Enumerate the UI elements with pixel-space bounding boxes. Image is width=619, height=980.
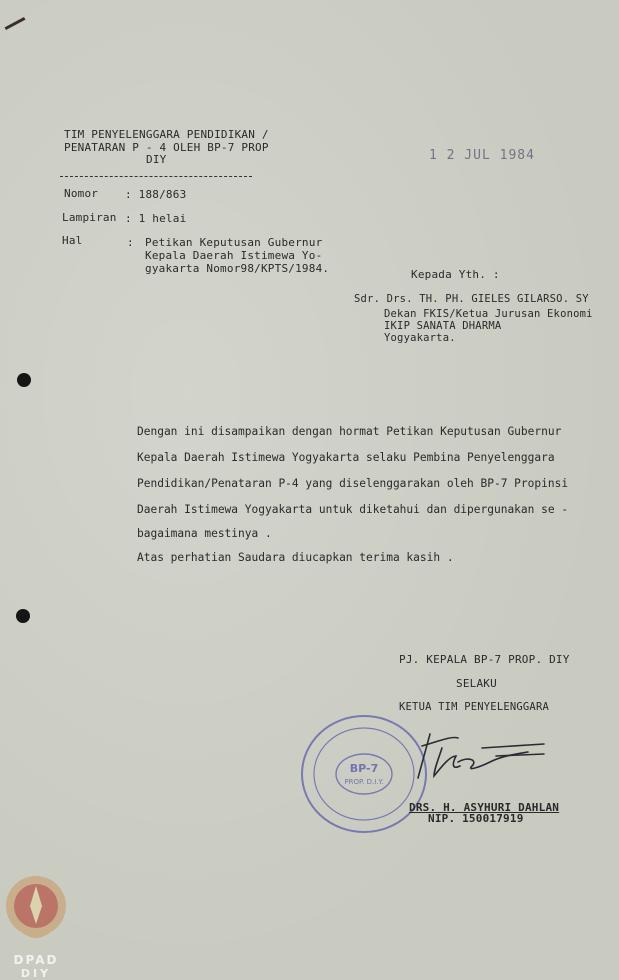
hal-line-1: Petikan Keputusan Gubernur — [145, 236, 323, 249]
corner-mark — [5, 17, 26, 30]
watermark-text: DPAD — [13, 953, 59, 967]
recipient-heading: Kepada Yth. : — [411, 268, 500, 281]
recipient-line-1: Sdr. Drs. TH. PH. GIELES GILARSO. SY — [354, 293, 589, 305]
recipient-line-2: Dekan FKIS/Ketua Jurusan Ekonomi — [384, 308, 593, 320]
watermark-subtext: DIY — [20, 967, 52, 980]
lampiran-value: : 1 helai — [125, 212, 187, 225]
body-closing: Atas perhatian Saudara diucapkan terima kasih . — [137, 551, 454, 564]
nomor-label: Nomor — [64, 187, 99, 200]
stamp-center-bottom: PROP. D.I.Y. — [344, 778, 384, 786]
lampiran-label: Lampiran — [62, 211, 117, 224]
body-line-1: Dengan ini disampaikan dengan hormat Petikan Keputusan Gubernur — [137, 425, 562, 438]
hal-label: Hal — [62, 234, 83, 247]
hal-line-3: gyakarta Nomor98/KPTS/1984. — [145, 262, 330, 275]
date-stamp: 1 2 JUL 1984 — [429, 148, 535, 163]
official-stamp — [298, 712, 430, 836]
letterhead-line-1: TIM PENYELENGGARA PENDIDIKAN / — [64, 128, 269, 141]
body-line-4: Daerah Istimewa Yogyakarta untuk diketahui dan dipergunakan se - — [137, 503, 569, 516]
letterhead-divider — [60, 176, 252, 177]
nomor-value: : 188/863 — [125, 188, 187, 201]
handwritten-signature — [412, 726, 552, 786]
body-line-5: bagaimana mestinya . — [137, 527, 272, 540]
recipient-line-3: IKIP SANATA DHARMA — [384, 320, 502, 332]
hal-separator: : — [127, 236, 134, 249]
hal-line-2: Kepala Daerah Istimewa Yo- — [145, 249, 323, 262]
signatory-nip: NIP. 150017919 — [428, 812, 524, 825]
letterhead-line-2: PENATARAN P - 4 OLEH BP-7 PROP — [64, 141, 269, 154]
body-line-3: Pendidikan/Penataran P-4 yang diselenggarakan oleh BP-7 Propinsi — [137, 477, 569, 490]
punch-hole-top — [17, 373, 31, 387]
punch-hole-bottom — [16, 609, 30, 623]
signature-title-3: KETUA TIM PENYELENGGARA — [399, 701, 549, 713]
archive-logo-icon — [2, 868, 72, 980]
signature-title-2: SELAKU — [456, 677, 497, 690]
signature-title-1: PJ. KEPALA BP-7 PROP. DIY — [399, 653, 570, 666]
stamp-center-top: BP-7 — [349, 762, 379, 775]
letterhead-line-3: DIY — [146, 153, 167, 166]
recipient-line-4: Yogyakarta. — [384, 332, 456, 344]
body-line-2: Kepala Daerah Istimewa Yogyakarta selaku Pembina Penyelenggara — [137, 451, 555, 464]
signatory-name: DRS. H. ASYHURI DAHLAN — [409, 801, 560, 814]
